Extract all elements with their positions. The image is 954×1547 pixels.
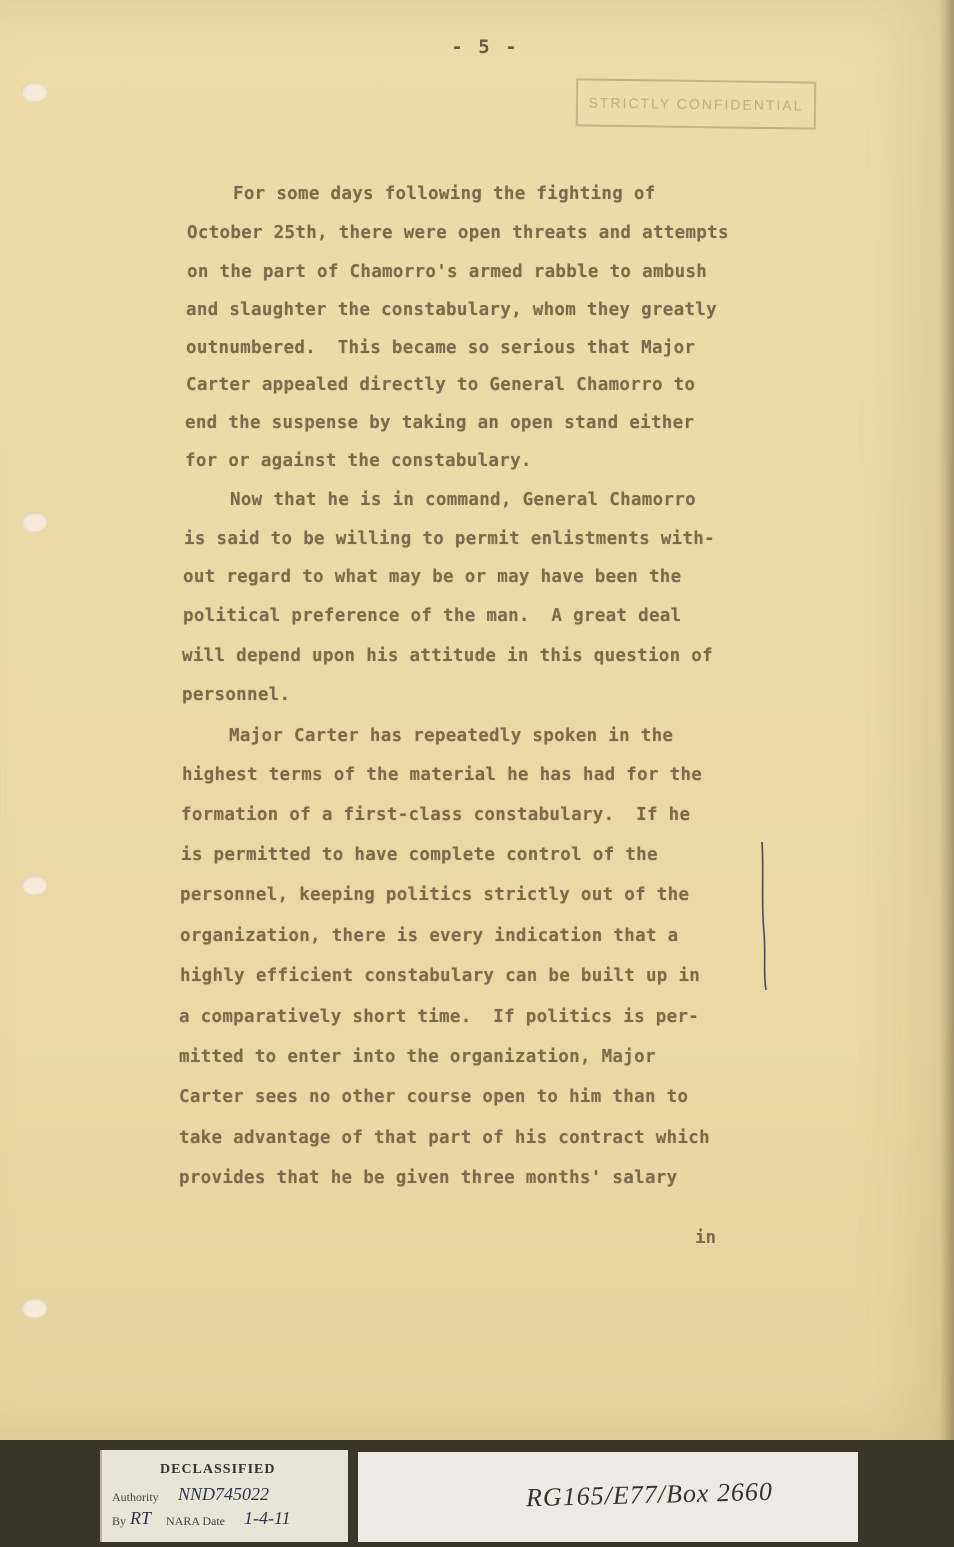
text-line: personnel, keeping politics strictly out of the: [180, 885, 690, 905]
text-line: Now that he is in command, General Chamorro: [230, 490, 696, 510]
text-line: outnumbered. This became so serious that Major: [186, 338, 696, 358]
page-number: - 5 -: [451, 36, 519, 58]
text-line: out regard to what may be or may have been the: [183, 567, 682, 587]
text-line: Carter sees no other course open to him than to: [179, 1087, 689, 1107]
punch-hole: [21, 512, 47, 532]
text-line: organization, there is every indication that a: [180, 926, 679, 946]
by-value: RT: [130, 1508, 152, 1528]
text-line: is permitted to have complete control of the: [181, 845, 658, 865]
text-line: highly efficient constabulary can be built up in: [180, 966, 701, 986]
text-line: For some days following the fighting of: [233, 184, 656, 204]
page-footer-continuation: in: [695, 1228, 717, 1248]
text-line: on the part of Chamorro's armed rabble to ambush: [187, 262, 708, 282]
text-line: political preference of the man. A great deal: [183, 606, 682, 626]
punch-hole: [21, 875, 47, 895]
punch-hole: [21, 82, 47, 102]
by-label: By: [112, 1514, 127, 1528]
text-line: a comparatively short time. If politics is per-: [179, 1007, 700, 1027]
page-edge-shadow: [940, 0, 954, 1440]
text-line: take advantage of that part of his contract which: [179, 1128, 710, 1148]
text-line: Major Carter has repeatedly spoken in the: [229, 726, 674, 746]
text-line: end the suspense by taking an open stand either: [185, 413, 695, 433]
text-line: personnel.: [182, 685, 291, 705]
declassified-title: DECLASSIFIED: [160, 1462, 276, 1477]
archive-reference: RG165/E77/Box 2660: [525, 1476, 774, 1513]
text-line: and slaughter the constabulary, whom they greatly: [186, 300, 717, 320]
text-line: October 25th, there were open threats and attempts: [187, 223, 729, 243]
text-line: for or against the constabulary.: [185, 451, 532, 471]
margin-pencil-mark: [758, 842, 772, 990]
nara-date-label: NARA Date: [166, 1514, 225, 1528]
text-line: formation of a first-class constabulary. If he: [181, 805, 691, 825]
text-line: Carter appealed directly to General Chamorro to: [186, 375, 696, 395]
text-line: mitted to enter into the organization, Major: [179, 1047, 656, 1067]
authority-value: NND745022: [178, 1484, 270, 1504]
classification-stamp-text: STRICTLY CONFIDENTIAL: [588, 94, 804, 114]
text-line: highest terms of the material he has had for the: [182, 765, 703, 785]
text-line: is said to be willing to permit enlistments with-: [184, 529, 715, 549]
classification-stamp: [576, 78, 817, 129]
declassification-stamp: [100, 1450, 348, 1542]
authority-label: Authority: [112, 1490, 159, 1504]
text-line: provides that he be given three months' salary: [179, 1168, 678, 1188]
nara-date-value: 1-4-11: [244, 1508, 291, 1528]
archive-reference-card: [358, 1452, 858, 1542]
punch-hole: [21, 1298, 47, 1318]
text-line: will depend upon his attitude in this question of: [182, 646, 713, 666]
